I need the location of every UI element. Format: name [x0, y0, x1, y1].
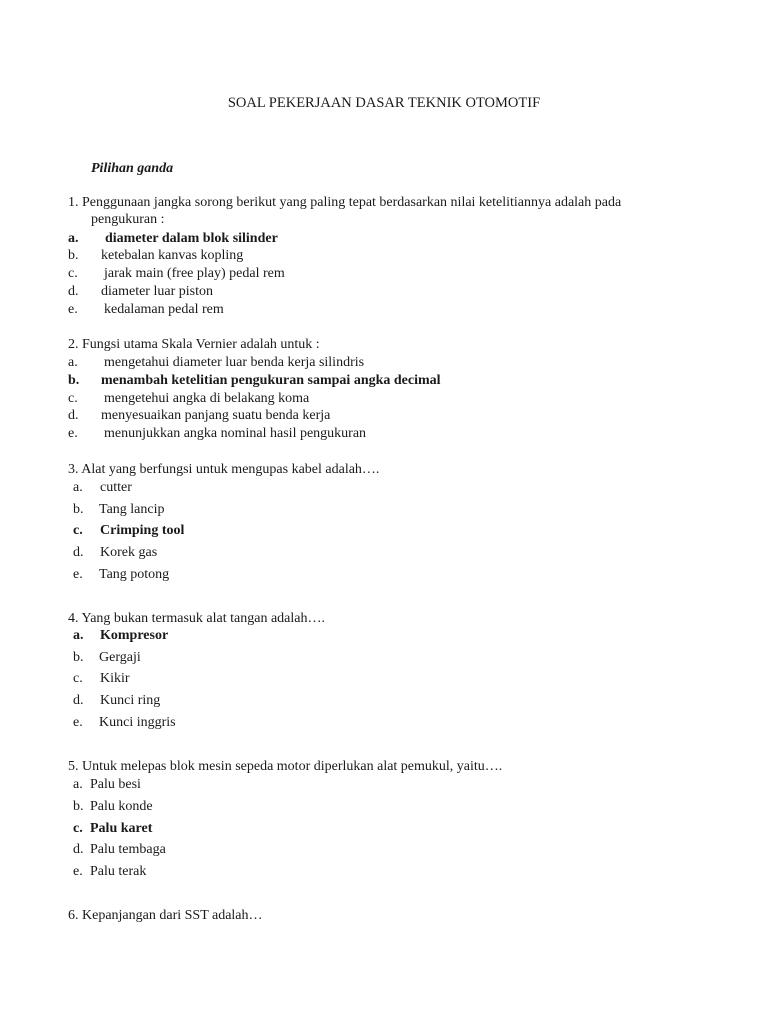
option-text: cutter — [100, 480, 132, 495]
option-letter: e. — [68, 302, 78, 317]
option-text: menunjukkan angka nominal hasil pengukuran — [104, 426, 367, 441]
option-text: Tang lancip — [99, 502, 165, 517]
option-letter: d. — [68, 408, 79, 423]
option-text: Kikir — [100, 671, 130, 686]
option-text: Palu konde — [90, 799, 153, 814]
option-text: Palu karet — [90, 821, 153, 836]
option-letter: b. — [68, 373, 80, 388]
option-letter: c. — [73, 821, 83, 836]
option-text: Palu tembaga — [90, 842, 166, 857]
option-text: Gergaji — [99, 650, 141, 665]
option-letter: a. — [73, 480, 83, 495]
option-letter: d. — [73, 842, 84, 857]
option-letter: c. — [68, 266, 78, 281]
option-text: ketebalan kanvas kopling — [101, 248, 244, 263]
option-letter: a. — [73, 777, 83, 792]
question-5-text: 5. Untuk melepas blok mesin sepeda motor diperlukan alat pemukul, yaitu…. — [68, 759, 503, 774]
option-letter: d. — [73, 693, 84, 708]
option-text: diameter luar piston — [101, 284, 213, 299]
option-text: Crimping tool — [100, 523, 185, 538]
option-letter: e. — [73, 864, 83, 879]
option-text: jarak main (free play) pedal rem — [104, 266, 285, 281]
option-letter: b. — [68, 248, 79, 263]
option-letter: a. — [68, 355, 78, 370]
option-text: Palu besi — [90, 777, 141, 792]
option-letter: e. — [68, 426, 78, 441]
option-text: mengetahui diameter luar benda kerja silindris — [104, 355, 365, 370]
option-letter: e. — [73, 567, 83, 582]
option-text: kedalaman pedal rem — [104, 302, 224, 317]
option-letter: c. — [73, 523, 83, 538]
option-letter: e. — [73, 715, 83, 730]
option-text: menyesuaikan panjang suatu benda kerja — [101, 408, 331, 423]
option-letter: b. — [73, 502, 84, 517]
option-letter: a. — [73, 628, 84, 643]
option-text: Korek gas — [100, 545, 158, 560]
option-letter: b. — [73, 799, 84, 814]
option-text: Kunci inggris — [99, 715, 176, 730]
option-letter: c. — [68, 391, 78, 406]
question-4-text: 4. Yang bukan termasuk alat tangan adalah…. — [68, 611, 325, 626]
option-letter: b. — [73, 650, 84, 665]
question-2-text: 2. Fungsi utama Skala Vernier adalah untuk : — [68, 337, 320, 352]
option-text: menambah ketelitian pengukuran sampai angka decimal — [101, 373, 441, 388]
page-title: SOAL PEKERJAAN DASAR TEKNIK OTOMOTIF — [227, 95, 541, 111]
section-heading: Pilihan ganda — [91, 161, 174, 176]
option-text: Tang potong — [99, 567, 170, 582]
option-letter: d. — [73, 545, 84, 560]
question-6-text: 6. Kepanjangan dari SST adalah… — [68, 908, 263, 923]
option-text: diameter dalam blok silinder — [105, 231, 278, 246]
question-1-text-continued: pengukuran : — [91, 212, 165, 227]
option-letter: c. — [73, 671, 83, 686]
option-text: mengetehui angka di belakang koma — [104, 391, 310, 406]
option-text: Kompresor — [100, 628, 169, 643]
question-3-text: 3. Alat yang berfungsi untuk mengupas kabel adalah…. — [68, 462, 380, 477]
option-letter: a. — [68, 231, 79, 246]
question-1-text: 1. Penggunaan jangka sorong berikut yang paling tepat berdasarkan nilai ketelitiannya adalah pada — [68, 195, 622, 210]
option-text: Palu terak — [90, 864, 147, 879]
option-letter: d. — [68, 284, 79, 299]
option-text: Kunci ring — [100, 693, 161, 708]
